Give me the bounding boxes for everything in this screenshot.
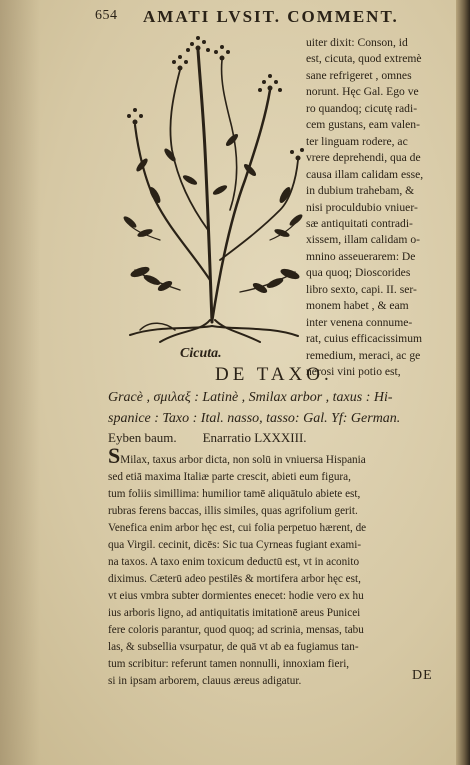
figure-caption: Cicuta.	[180, 346, 222, 361]
german-name: Eyben baum.	[108, 430, 177, 445]
catchword: DE	[412, 668, 433, 683]
text-line: vt eius vmbra subter dormientes enecet: hodie vero ex hu	[108, 590, 364, 602]
text-line: fere coloris parantur, quod quoq; ad scrinia, mensas, tabu	[108, 624, 364, 636]
names-paragraph	[108, 388, 453, 429]
hemlock-plant-woodcut-icon	[120, 30, 305, 355]
text-line: rubras ferens baccas, illis similes, quas agrifolium gerit.	[108, 505, 358, 517]
text-line: libro sexto, capi. II. ser-	[306, 282, 417, 296]
text-line: sane refrigeret , omnes	[306, 68, 412, 82]
text-line: sæ antiquitati contradi-	[306, 216, 413, 230]
text-line: norunt. Hęc Gal. Ego ve	[306, 85, 419, 99]
text-line: las, & subsellia vsurpatur, de quā vt ab ea fugiamus tan-	[108, 641, 359, 653]
text-line: Venefica enim arbor hęc est, cui folia perpetuo hærent, de	[108, 522, 367, 534]
body-paragraph	[108, 443, 453, 690]
text-line: uiter dixit: Conson, id	[306, 36, 408, 49]
side-text-column	[306, 35, 454, 381]
section-heading: DE TAXO.	[215, 364, 333, 385]
text-line: spanice : Taxo : Ital. nasso, tasso: Gal. Yf: German.	[108, 410, 401, 426]
drop-cap: S	[108, 443, 121, 468]
text-line: mnino asseuerarem: De	[306, 249, 416, 263]
text-line: si in ipsam arborem, clauus æreus adigatur.	[108, 675, 302, 687]
text-line: monem habet , & eam	[306, 299, 409, 313]
page-number: 654	[95, 8, 118, 23]
narratio-number: Enarratio LXXXIII.	[202, 430, 307, 445]
text-line: qua Virgil. cecinit, dicēs: Sic tua Cyrneas fugiant exami-	[108, 539, 362, 551]
text-line: est, cicuta, quod extremè	[306, 52, 422, 66]
text-line: remedium, meraci, ac ge	[306, 348, 421, 362]
text-line: tum scribitur: referunt tamen nonnulli, innoxiam fieri,	[108, 658, 350, 670]
text-line: inter venena connume-	[306, 315, 413, 329]
text-line: sed etiā maxima Italiæ parte crescit, abieti eum figura,	[108, 471, 351, 483]
text-line: in dubium trahebam, &	[306, 184, 415, 198]
text-line: nisi proculdubio vniuer-	[306, 200, 418, 214]
text-line: ter linguam rodere, ac	[306, 134, 408, 148]
narratio-line	[108, 430, 307, 446]
text-line: causa illam calidam esse,	[306, 167, 424, 181]
text-line: SMilax, taxus arbor dicta, non solū in vniuersa Hispania	[108, 443, 366, 468]
page-shadow	[0, 0, 40, 765]
running-head: AMATI LVSIT. COMMENT.	[143, 7, 399, 26]
text-line: qua quoq; Dioscorides	[306, 266, 411, 280]
text-line: rat, cuius efficacissimum	[306, 332, 423, 346]
text-line: na taxos. A taxo enim toxicum deductū est, vt in aconito	[108, 556, 360, 568]
text-line: ius arboris ligno, ad antiquitatis imitationē areus Punicei	[108, 607, 361, 619]
text-line: xissem, illam calidam o-	[306, 233, 420, 247]
book-spine	[456, 0, 470, 765]
text-line: cem gustans, eam valen-	[306, 118, 420, 132]
text-line: Gracè , σμιλαξ : Latinè , Smilax arbor , taxus : Hi-	[108, 390, 393, 405]
text-line: tum foliis simillima: humilior tamē aliquātulo abiete est,	[108, 488, 361, 500]
text-line: diximus. Cæterū adeo pestilēs & mortifera arbor hęc est,	[108, 573, 361, 585]
text-line: nerosi vini potio est,	[306, 365, 401, 379]
text-line: ro quandoq; cicutę radi-	[306, 101, 418, 115]
text-line: vrere deprehendi, qua de	[306, 151, 421, 165]
